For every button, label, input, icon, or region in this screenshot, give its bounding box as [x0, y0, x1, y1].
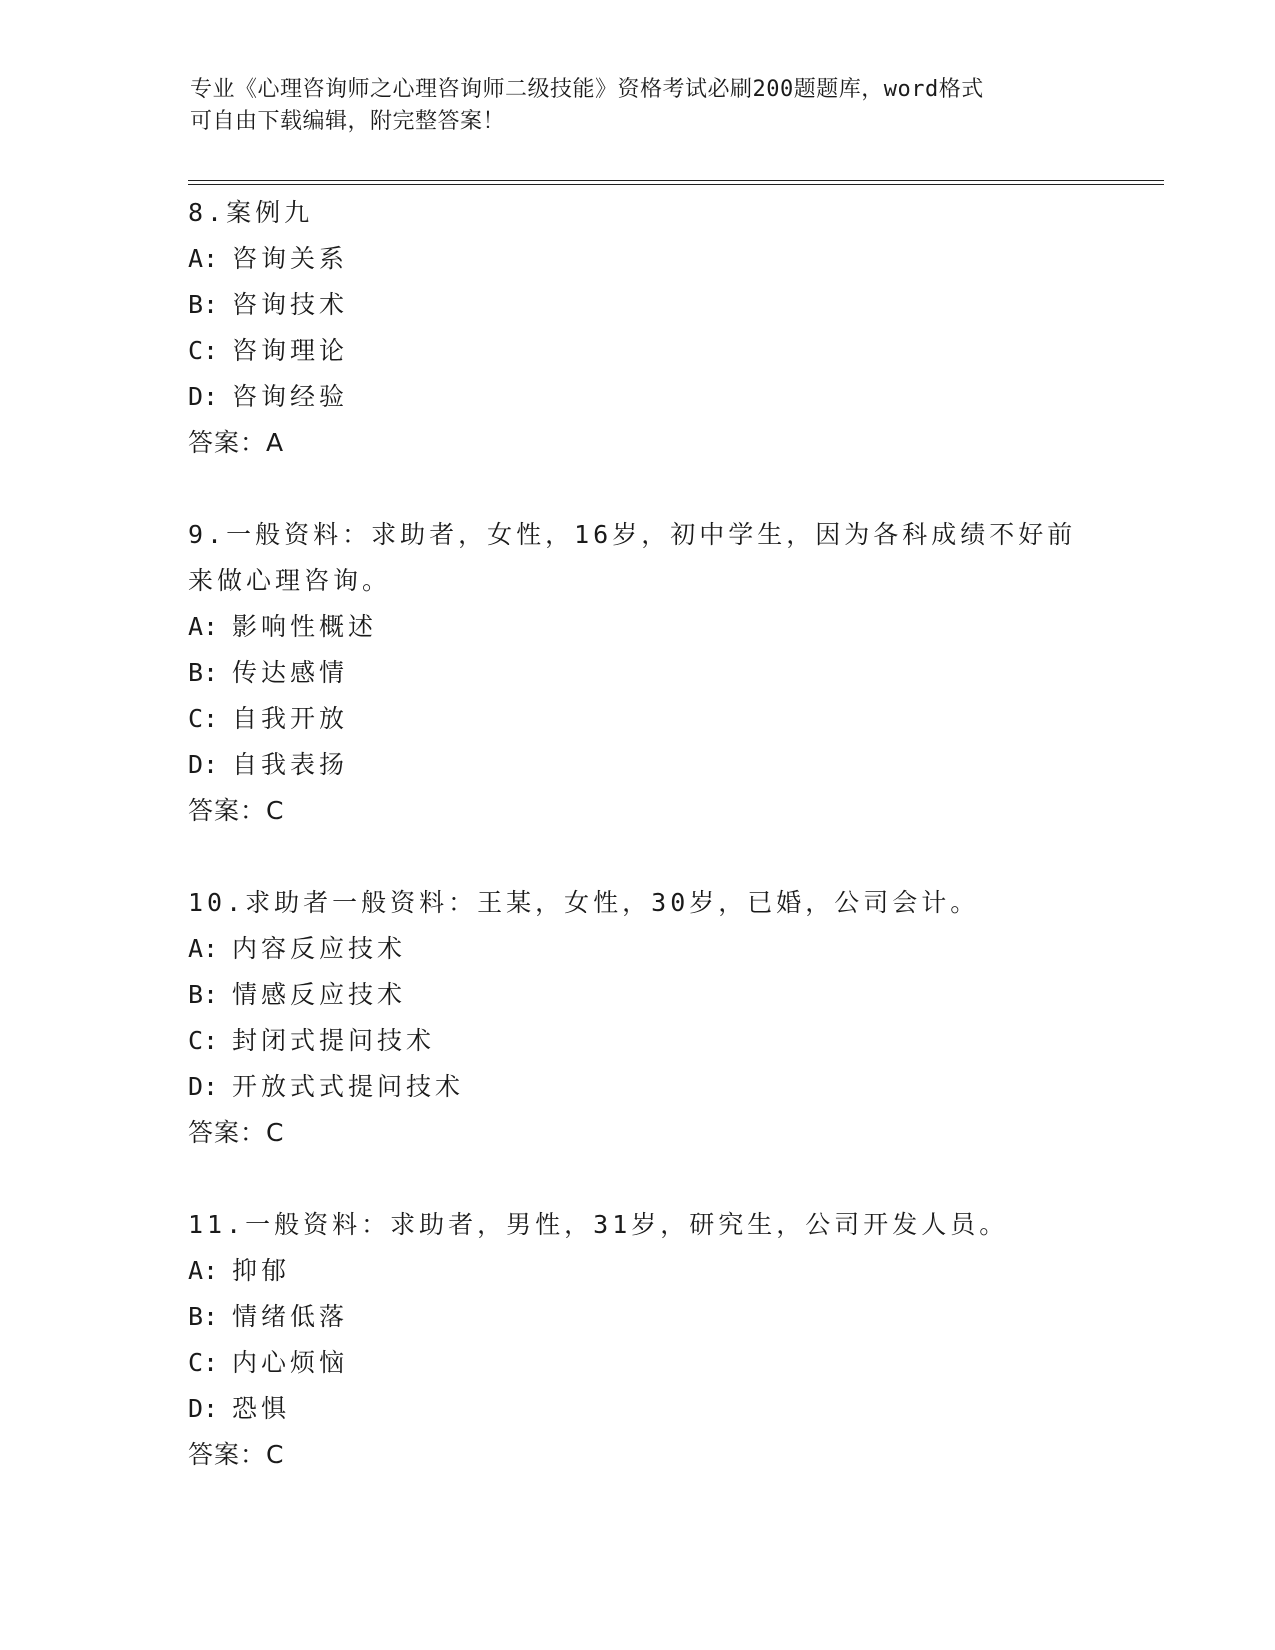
- option-letter: A:: [188, 244, 219, 273]
- option-letter: D:: [188, 382, 219, 411]
- question-8: [188, 190, 1128, 466]
- question-11: [188, 1202, 1128, 1478]
- option-text: 情绪低落: [232, 1302, 349, 1331]
- option-text: 影响性概述: [232, 612, 378, 641]
- option-text: 开放式式提问技术: [232, 1072, 465, 1101]
- answer-line: 答案：C: [188, 1118, 285, 1147]
- option-text: 情感反应技术: [232, 980, 407, 1009]
- option-b: [188, 650, 1128, 696]
- header-line-1: 专业《心理咨询师之心理咨询师二级技能》资格考试必刷200题题库，word格式: [190, 77, 984, 102]
- question-10: [188, 880, 1128, 1156]
- option-b: [188, 1294, 1128, 1340]
- option-c: [188, 1018, 1128, 1064]
- option-letter: B:: [188, 980, 219, 1009]
- answer-line: 答案：A: [188, 428, 285, 457]
- option-text: 传达感情: [232, 658, 349, 687]
- option-letter: A:: [188, 612, 219, 641]
- option-d: [188, 1386, 1128, 1432]
- option-letter: C:: [188, 1348, 219, 1377]
- option-b: [188, 282, 1128, 328]
- option-letter: D:: [188, 1394, 219, 1423]
- option-text: 咨询技术: [232, 290, 349, 319]
- option-d: [188, 374, 1128, 420]
- question-stem: 11.一般资料：求助者，男性，31岁，研究生，公司开发人员。: [188, 1210, 1009, 1239]
- header-divider: [188, 180, 1164, 185]
- option-letter: C:: [188, 336, 219, 365]
- answer-line: 答案：C: [188, 796, 285, 825]
- option-d: [188, 742, 1128, 788]
- option-a: [188, 604, 1128, 650]
- option-c: [188, 696, 1128, 742]
- option-text: 自我开放: [232, 704, 349, 733]
- option-text: 咨询经验: [232, 382, 349, 411]
- question-stem: 10.求助者一般资料：王某，女性，30岁，已婚，公司会计。: [188, 888, 980, 917]
- option-c: [188, 1340, 1128, 1386]
- question-list: [188, 190, 1128, 1524]
- option-letter: C:: [188, 1026, 219, 1055]
- option-a: [188, 236, 1128, 282]
- header-line-2: 可自由下载编辑，附完整答案！: [190, 109, 506, 134]
- option-text: 抑郁: [232, 1256, 291, 1285]
- option-text: 恐惧: [232, 1394, 291, 1423]
- option-letter: B:: [188, 658, 219, 687]
- option-c: [188, 328, 1128, 374]
- option-a: [188, 926, 1128, 972]
- option-text: 内心烦恼: [232, 1348, 349, 1377]
- option-text: 内容反应技术: [232, 934, 407, 963]
- option-d: [188, 1064, 1128, 1110]
- option-letter: A:: [188, 934, 219, 963]
- document-header: [190, 74, 1090, 138]
- option-b: [188, 972, 1128, 1018]
- option-letter: D:: [188, 1072, 219, 1101]
- question-stem: 8.案例九: [188, 198, 314, 227]
- answer-line: 答案：C: [188, 1440, 285, 1469]
- option-a: [188, 1248, 1128, 1294]
- option-letter: D:: [188, 750, 219, 779]
- question-9: [188, 512, 1128, 834]
- option-text: 自我表扬: [232, 750, 349, 779]
- option-text: 咨询关系: [232, 244, 349, 273]
- option-text: 封闭式提问技术: [232, 1026, 436, 1055]
- option-letter: B:: [188, 1302, 219, 1331]
- option-letter: C:: [188, 704, 219, 733]
- option-letter: B:: [188, 290, 219, 319]
- question-stem: 9.一般资料：求助者，女性，16岁，初中学生，因为各科成绩不好前来做心理咨询。: [188, 520, 1077, 595]
- option-letter: A:: [188, 1256, 219, 1285]
- option-text: 咨询理论: [232, 336, 349, 365]
